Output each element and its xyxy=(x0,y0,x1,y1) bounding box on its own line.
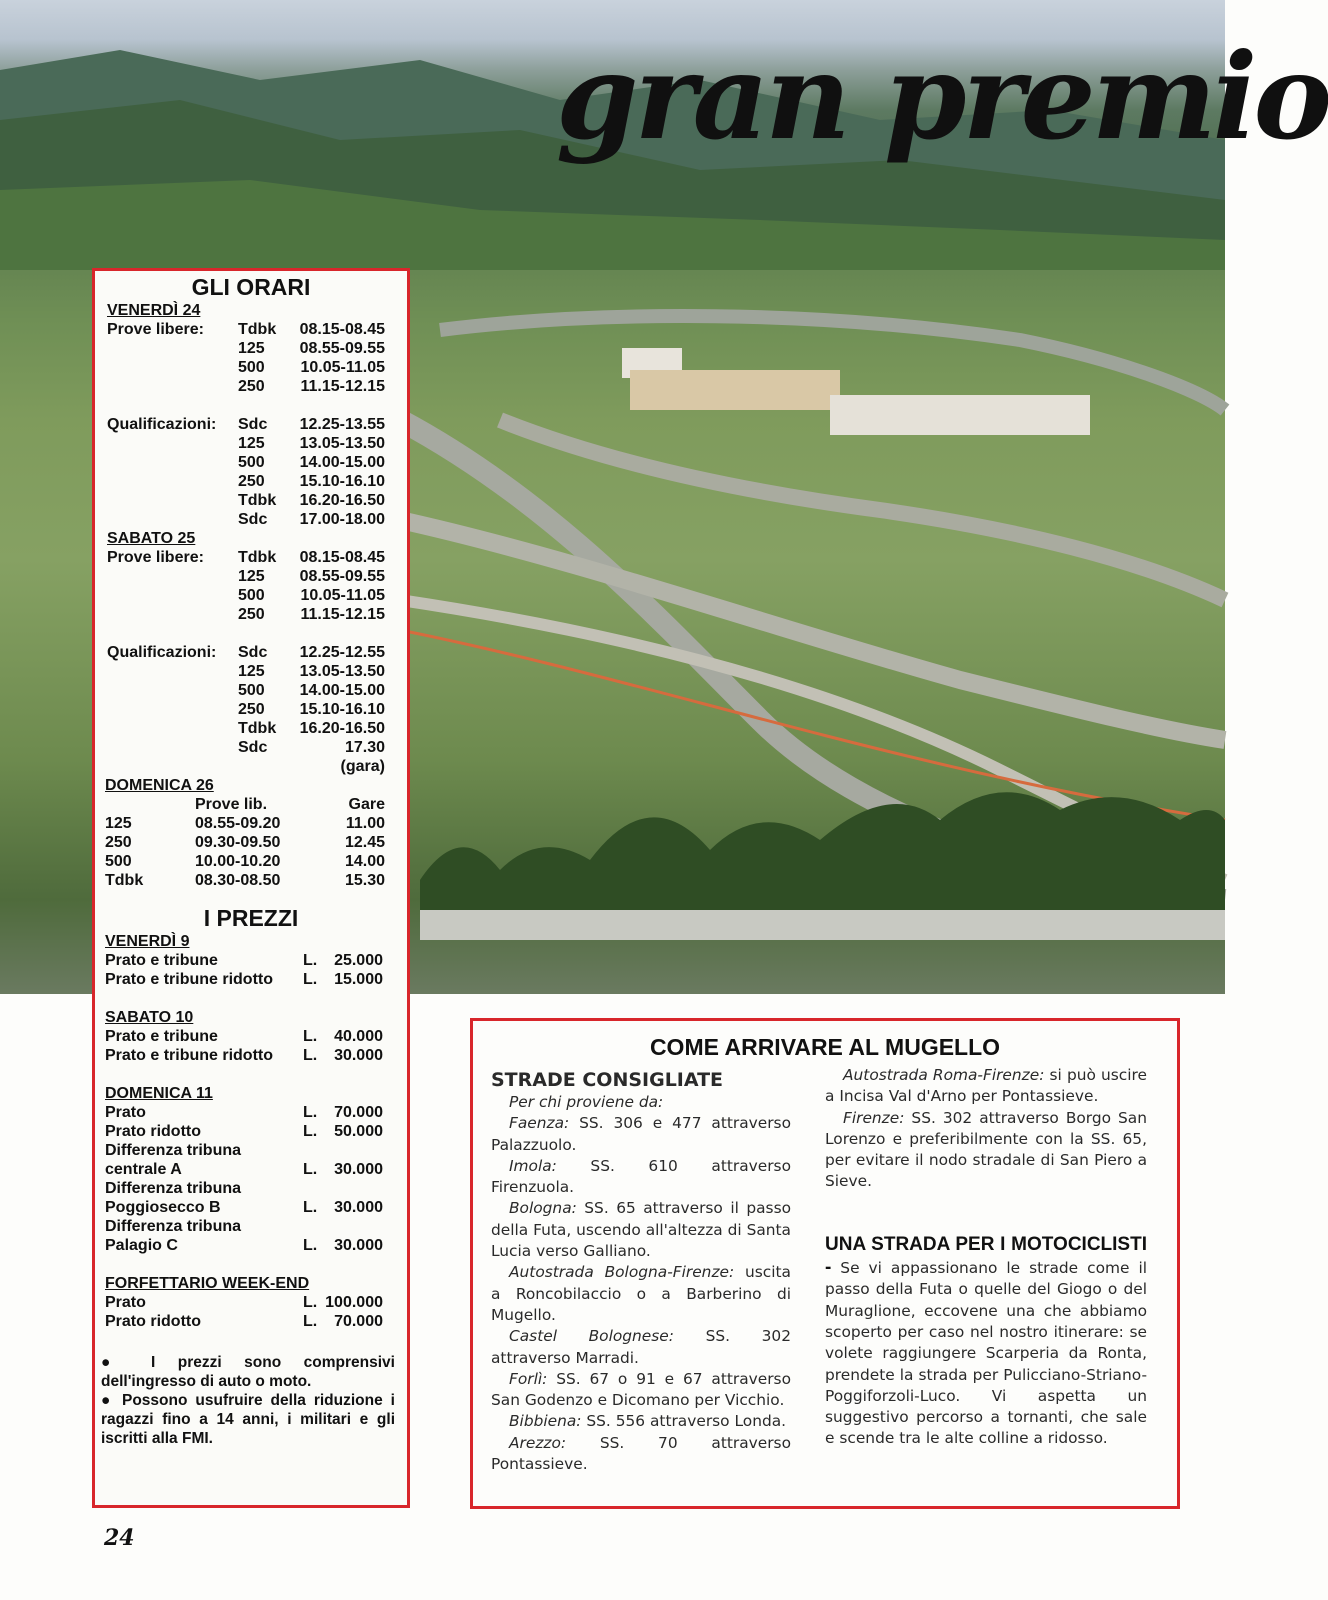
route-place: Imola: xyxy=(509,1156,557,1175)
orari-sabato xyxy=(95,529,407,776)
price: 30.000 xyxy=(334,1199,383,1216)
day-heading: VENERDÌ 9 xyxy=(105,933,190,950)
ticket-type: Differenza tribuna xyxy=(105,1142,242,1159)
route-text: SS. 306 e 477 attraverso Palazzuolo. xyxy=(491,1114,791,1154)
currency: L. xyxy=(303,1047,318,1064)
currency: L. xyxy=(303,1104,318,1121)
route-text: SS. 302 attraverso Borgo San Lorenzo e preferibilmente con la SS. 65, per evitare il nodo stradale di San Piero a Sieve. xyxy=(825,1108,1147,1191)
route-place: Forlì: xyxy=(509,1369,548,1388)
class-name: 250 xyxy=(238,606,265,623)
prezzi-venerdi xyxy=(95,932,407,989)
time-slot: 14.00-15.00 xyxy=(299,454,385,471)
session-label: Qualificazioni: xyxy=(107,416,217,433)
route-item xyxy=(491,1433,791,1476)
class-name: 125 xyxy=(238,568,265,585)
currency: L. xyxy=(303,1237,318,1254)
class-name: 250 xyxy=(105,834,132,851)
route-place: Autostrada Roma-Firenze: xyxy=(843,1066,1045,1084)
price-note: ● I prezzi sono comprensivi dell'ingresso di auto o moto. xyxy=(101,1354,395,1390)
time-slot: 11.15-12.15 xyxy=(300,606,385,623)
time-slot: 16.20-16.50 xyxy=(299,720,385,737)
route-item xyxy=(491,1156,791,1199)
time-slot: 10.05-11.05 xyxy=(300,359,385,376)
time-slot: 13.05-13.50 xyxy=(299,663,385,680)
price: 15.000 xyxy=(334,971,383,988)
ticket-type: Prato ridotto xyxy=(105,1313,201,1330)
ticket-type: Differenza tribuna xyxy=(105,1218,242,1235)
price: 30.000 xyxy=(334,1047,383,1064)
intro-text: Per chi proviene da: xyxy=(509,1093,664,1111)
route-text: SS. 65 attraverso il passo della Futa, uscendo all'altezza di Santa Lucia verso Galliano. xyxy=(491,1199,791,1261)
class-name: 125 xyxy=(238,663,265,680)
prezzi-domenica xyxy=(95,1084,407,1255)
prezzi-title: I PREZZI xyxy=(203,905,299,931)
route-place: Bibbiena: xyxy=(509,1412,582,1431)
price: 25.000 xyxy=(334,952,383,969)
price: 50.000 xyxy=(334,1123,383,1140)
race-time: 12.45 xyxy=(344,834,385,851)
time-slot: 12.25-12.55 xyxy=(299,644,385,661)
race-note: (gara) xyxy=(340,758,385,775)
route-place: Bologna: xyxy=(509,1199,577,1218)
route-item xyxy=(825,1065,1147,1108)
column-header: Prove lib. xyxy=(195,796,268,813)
currency: L. xyxy=(303,1313,318,1330)
class-name: Sdc xyxy=(238,644,268,661)
race-time: 15.30 xyxy=(344,872,385,889)
class-name: 125 xyxy=(105,815,132,832)
page-number: 24 xyxy=(104,1525,135,1551)
day-heading: SABATO 25 xyxy=(107,530,196,547)
class-name: 500 xyxy=(238,587,265,604)
class-name: 500 xyxy=(105,853,132,870)
orari-domenica xyxy=(95,776,407,890)
price: 30.000 xyxy=(334,1161,383,1178)
ticket-type: Palagio C xyxy=(105,1237,178,1254)
time-slot: 16.20-16.50 xyxy=(299,492,385,509)
route-place: Firenze: xyxy=(843,1108,905,1127)
class-name: 250 xyxy=(238,473,265,490)
class-name: 500 xyxy=(238,682,265,699)
price-note: ● Possono usufruire della riduzione i ragazzi fino a 14 anni, i militari e gli iscritti alla FMI. xyxy=(101,1392,395,1447)
ticket-type: Prato ridotto xyxy=(105,1123,201,1140)
class-name: Tdbk xyxy=(238,321,277,338)
class-name: 250 xyxy=(238,701,265,718)
time-slot: 13.05-13.50 xyxy=(299,435,385,452)
orari-title: GLI ORARI xyxy=(191,274,311,300)
price: 70.000 xyxy=(334,1104,383,1121)
class-name: 500 xyxy=(238,454,265,471)
route-place: Castel Bolognese: xyxy=(509,1327,674,1346)
session-label: Prove libere: xyxy=(107,321,204,338)
currency: L. xyxy=(303,971,318,988)
class-name: Tdbk xyxy=(238,549,277,566)
class-name: Tdbk xyxy=(238,492,277,509)
ticket-type: Prato xyxy=(105,1294,146,1311)
schedule-and-prices-box xyxy=(92,268,410,1508)
time-slot: 08.55-09.55 xyxy=(299,568,385,585)
directions-box xyxy=(470,1018,1180,1509)
price: 30.000 xyxy=(334,1237,383,1254)
directions-column-right xyxy=(825,1065,1147,1450)
class-name: 125 xyxy=(238,435,265,452)
route-item xyxy=(491,1262,791,1326)
day-heading: SABATO 10 xyxy=(105,1009,194,1026)
orari-venerdi xyxy=(95,301,407,529)
race-time: 11.00 xyxy=(345,815,385,832)
motorcyclist-paragraph xyxy=(825,1233,1147,1450)
ticket-type: Prato e tribune xyxy=(105,1028,218,1045)
class-name: Tdbk xyxy=(238,720,277,737)
ticket-type: Prato e tribune xyxy=(105,952,218,969)
route-item xyxy=(491,1326,791,1369)
route-text: SS. 302 attraverso Marradi. xyxy=(491,1327,791,1367)
route-item xyxy=(491,1198,791,1262)
price: 70.000 xyxy=(334,1313,383,1330)
currency: L. xyxy=(303,1123,318,1140)
ticket-type: Prato xyxy=(105,1104,146,1121)
ticket-type: centrale A xyxy=(105,1161,182,1178)
class-name: 500 xyxy=(238,359,265,376)
time-slot: 11.15-12.15 xyxy=(300,378,385,395)
time-slot: 08.55-09.55 xyxy=(299,340,385,357)
directions-title: COME ARRIVARE AL MUGELLO xyxy=(649,1034,1001,1060)
time-slot: 09.30-09.50 xyxy=(195,834,281,851)
route-item xyxy=(491,1411,791,1432)
day-heading: DOMENICA 26 xyxy=(105,777,214,794)
time-slot: 10.00-10.20 xyxy=(195,853,281,870)
route-text: SS. 610 attraverso Firenzuola. xyxy=(491,1156,791,1197)
prezzi-weekend xyxy=(95,1274,407,1331)
route-place: Autostrada Bologna-Firenze: xyxy=(509,1263,735,1282)
day-heading: DOMENICA 11 xyxy=(105,1085,213,1102)
route-item xyxy=(491,1369,791,1412)
ticket-type: Prato e tribune ridotto xyxy=(105,971,273,988)
time-slot: 17.30 xyxy=(344,739,385,756)
price: 40.000 xyxy=(334,1028,383,1045)
time-slot: 15.10-16.10 xyxy=(299,701,385,718)
ticket-type: Prato e tribune ridotto xyxy=(105,1047,273,1064)
prezzi-sabato xyxy=(95,1008,407,1065)
time-slot: 10.05-11.05 xyxy=(300,587,385,604)
time-slot: 17.00-18.00 xyxy=(299,511,385,528)
strade-title: STRADE CONSIGLIATE xyxy=(491,1069,724,1091)
race-time: 14.00 xyxy=(344,853,385,870)
currency: L. xyxy=(303,1161,318,1178)
headline: gran premio xyxy=(556,27,1328,166)
time-slot: 08.30-08.50 xyxy=(195,872,281,889)
route-text: si può uscire a Incisa Val d'Arno per Pontassieve. xyxy=(825,1066,1147,1106)
day-heading: VENERDÌ 24 xyxy=(107,302,201,319)
session-label: Qualificazioni: xyxy=(107,644,217,661)
route-text: SS. 556 attraverso Londa. xyxy=(581,1412,787,1431)
ticket-type: Differenza tribuna xyxy=(105,1180,242,1197)
class-name: Sdc xyxy=(238,739,268,756)
directions-column-left xyxy=(491,1069,791,1475)
session-label: Prove libere: xyxy=(107,549,204,566)
route-item xyxy=(825,1108,1147,1193)
tree-line-illustration xyxy=(420,760,1225,960)
time-slot: 15.10-16.10 xyxy=(299,473,385,490)
motorcyclist-title: UNA STRADA PER I MOTOCICLISTI - xyxy=(825,1233,1147,1279)
time-slot: 14.00-15.00 xyxy=(299,682,385,699)
motorcyclist-text: Se vi appassionano le strade come il passo della Futa o quelle del Giogo o del Muraglione, eccovene una che abbiamo scoperto per caso nel nostro itinerare: se volete raggiungere Scarperia da Ronta, prendete la strada per Pulicciano-Striano-Poggiforzoli-Luco. Vi aspetta un suggestivo percorso a tornanti, che sale e scende tra le alte colline a ridosso. xyxy=(825,1259,1147,1448)
time-slot: 08.15-08.45 xyxy=(299,321,385,338)
class-name: Sdc xyxy=(238,416,268,433)
class-name: 125 xyxy=(238,340,265,357)
time-slot: 12.25-13.55 xyxy=(299,416,385,433)
price: 100.000 xyxy=(325,1294,383,1311)
price-notes xyxy=(101,1353,395,1448)
route-item xyxy=(491,1113,791,1156)
currency: L. xyxy=(303,1199,318,1216)
route-text: SS. 70 attraverso Pontassieve. xyxy=(491,1433,791,1474)
ticket-type: Poggiosecco B xyxy=(105,1199,221,1216)
route-place: Arezzo: xyxy=(509,1433,567,1452)
class-name: Sdc xyxy=(238,511,268,528)
day-heading: FORFETTARIO WEEK-END xyxy=(105,1275,310,1292)
class-name: 250 xyxy=(238,378,265,395)
column-header: Gare xyxy=(348,796,385,813)
currency: L. xyxy=(303,1028,318,1045)
time-slot: 08.15-08.45 xyxy=(299,549,385,566)
currency: L. xyxy=(303,1294,318,1311)
currency: L. xyxy=(303,952,318,969)
route-text: SS. 67 o 91 e 67 attraverso San Godenzo e Dicomano per Vicchio. xyxy=(491,1369,791,1410)
class-name: Tdbk xyxy=(105,872,144,889)
route-place: Faenza: xyxy=(509,1114,570,1133)
route-text: uscita a Roncobilaccio o a Barberino di Mugello. xyxy=(491,1263,791,1324)
time-slot: 08.55-09.20 xyxy=(195,815,281,832)
